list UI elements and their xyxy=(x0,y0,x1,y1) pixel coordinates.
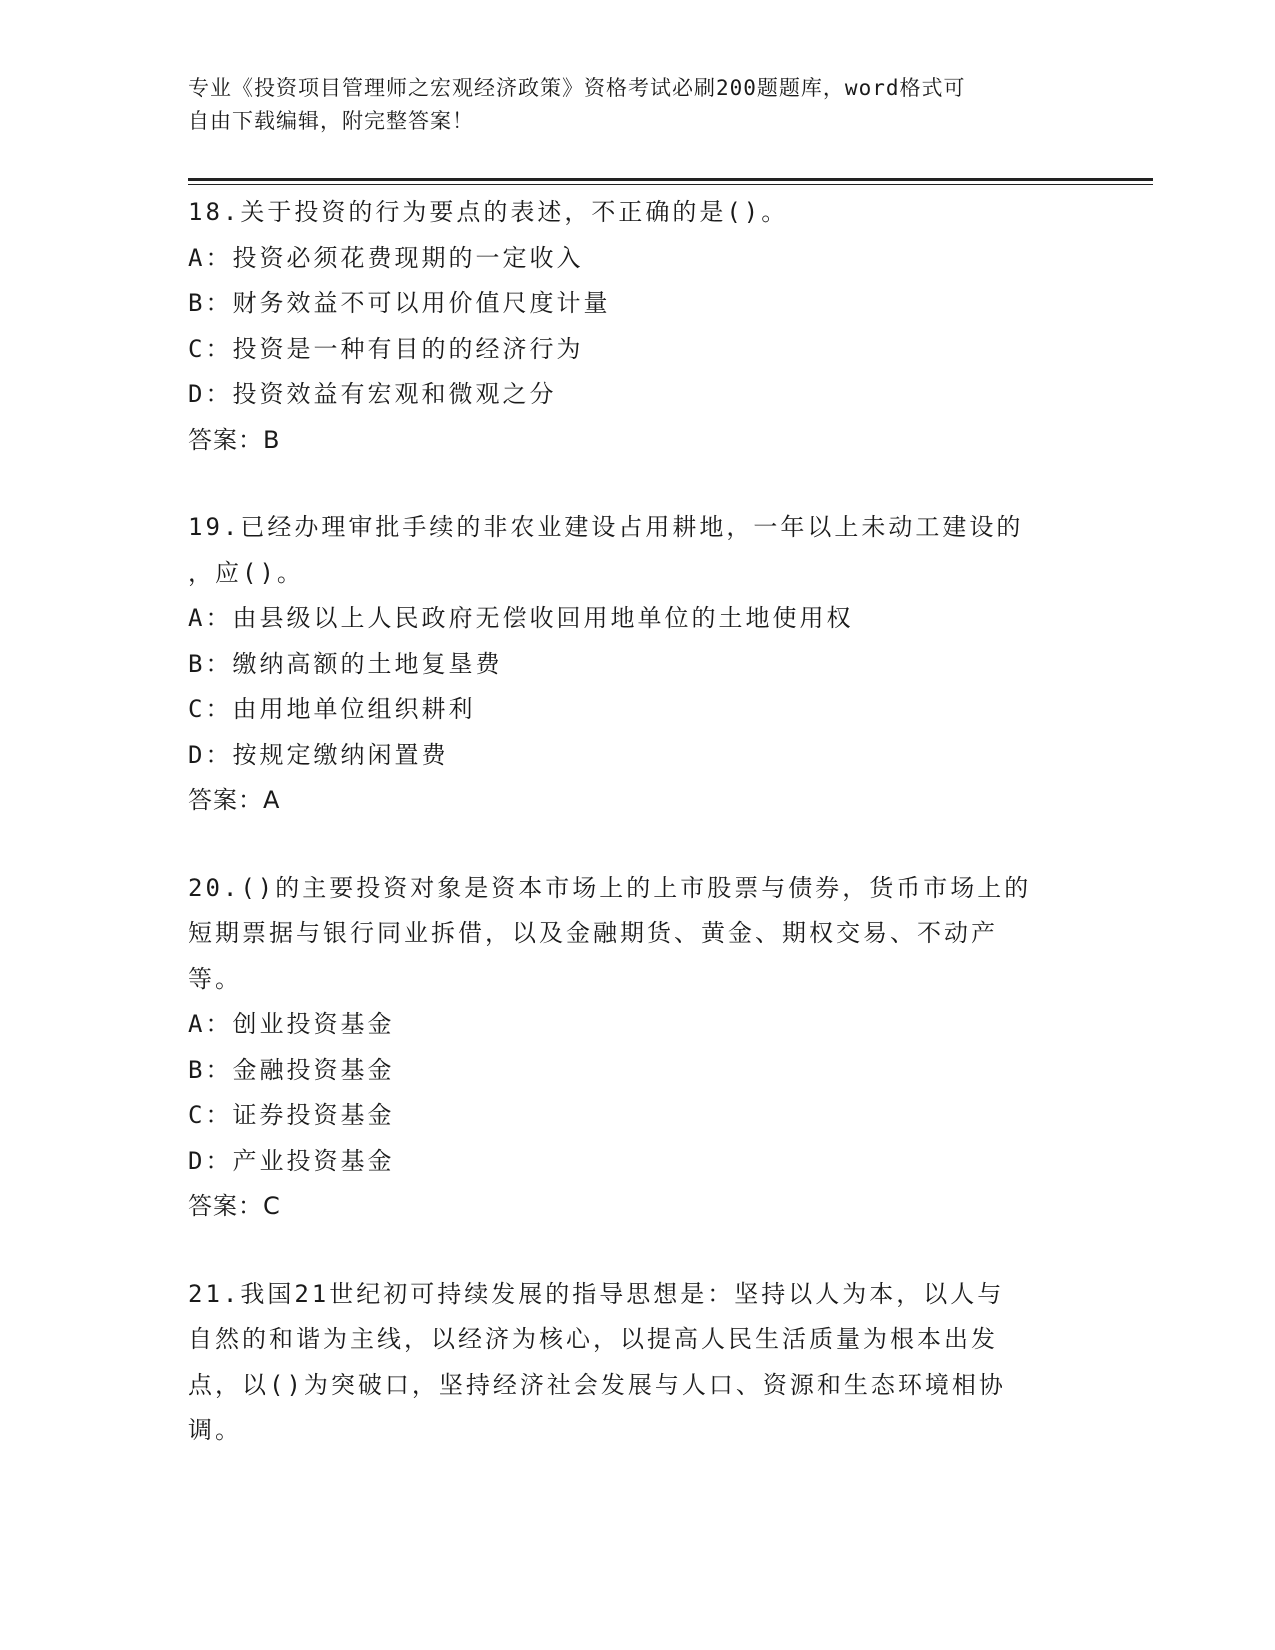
question-block xyxy=(188,505,1088,824)
answer-option: B：缴纳高额的土地复垦费 xyxy=(188,649,503,678)
question-stem-line: 20.()的主要投资对象是资本市场上的上市股票与债券，货币市场上的 xyxy=(188,873,1032,902)
question-block xyxy=(188,866,1088,1230)
question-block xyxy=(188,1272,1088,1454)
header-divider-thick xyxy=(188,178,1153,181)
answer-option: D：投资效益有宏观和微观之分 xyxy=(188,380,557,408)
answer-key: 答案：C xyxy=(188,1192,281,1220)
header-divider-thin xyxy=(188,184,1153,185)
answer-option: A：由县级以上人民政府无偿收回用地单位的土地使用权 xyxy=(188,604,854,632)
question-stem-line: ，应()。 xyxy=(188,558,304,587)
answer-option: C：由用地单位组织耕利 xyxy=(188,695,476,723)
question-block xyxy=(188,190,1088,463)
header-line-1: 专业《投资项目管理师之宏观经济政策》资格考试必刷200题题库，word格式可 xyxy=(188,76,966,100)
question-stem-line: 点，以()为突破口，坚持经济社会发展与人口、资源和生态环境相协 xyxy=(188,1370,1006,1399)
question-stem-line: 18.关于投资的行为要点的表述，不正确的是()。 xyxy=(188,198,789,226)
question-stem-line: 19.已经办理审批手续的非农业建设占用耕地，一年以上未动工建设的 xyxy=(188,513,1024,541)
answer-key: 答案：A xyxy=(188,786,281,814)
answer-option: B：金融投资基金 xyxy=(188,1055,395,1084)
answer-option: D：按规定缴纳闲置费 xyxy=(188,740,449,769)
answer-option: D：产业投资基金 xyxy=(188,1146,395,1175)
question-list xyxy=(188,190,1088,1496)
document-header xyxy=(188,72,1088,138)
question-stem-line: 自然的和谐为主线，以经济为核心，以提高人民生活质量为根本出发 xyxy=(188,1325,998,1353)
question-stem-line: 21.我国21世纪初可持续发展的指导思想是：坚持以人为本，以人与 xyxy=(188,1279,1005,1308)
answer-option: C：投资是一种有目的的经济行为 xyxy=(188,334,584,363)
answer-option: C：证券投资基金 xyxy=(188,1101,395,1129)
question-stem-line: 调。 xyxy=(188,1416,242,1444)
answer-option: B：财务效益不可以用价值尺度计量 xyxy=(188,289,611,317)
question-stem-line: 短期票据与银行同业拆借，以及金融期货、黄金、期权交易、不动产 xyxy=(188,919,998,947)
answer-key: 答案：B xyxy=(188,425,281,454)
answer-option: A：创业投资基金 xyxy=(188,1010,395,1038)
header-line-2: 自由下载编辑，附完整答案！ xyxy=(188,109,474,133)
question-stem-line: 等。 xyxy=(188,964,242,993)
answer-option: A：投资必须花费现期的一定收入 xyxy=(188,243,584,272)
